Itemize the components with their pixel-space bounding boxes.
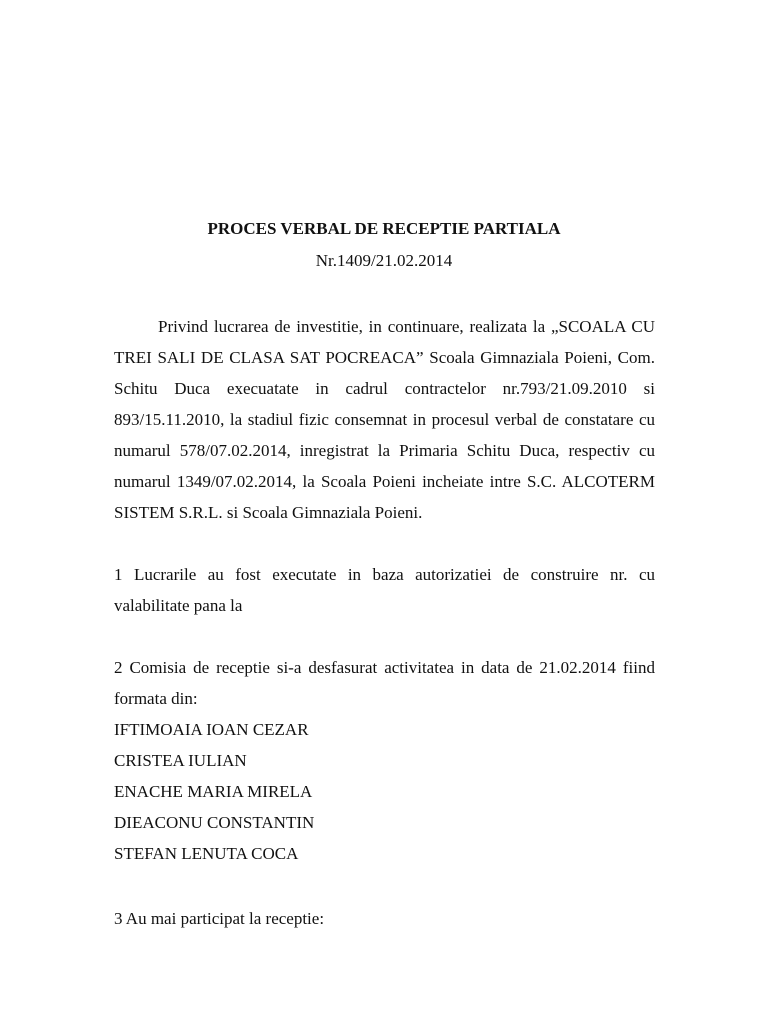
- committee-members-list: [114, 714, 314, 869]
- document-number: Nr.1409/21.02.2014: [315, 251, 453, 270]
- document-title: PROCES VERBAL DE RECEPTIE PARTIALA: [207, 219, 561, 238]
- committee-member: STEFAN LENUTA COCA: [114, 844, 299, 863]
- committee-member: IFTIMOAIA IOAN CEZAR: [114, 720, 309, 739]
- section-1-paragraph: 1 Lucrarile au fost executate in baza autorizatiei de construire nr. cu valabilitate pana la: [114, 565, 655, 615]
- committee-member: DIEACONU CONSTANTIN: [114, 813, 315, 832]
- section-3-heading: 3 Au mai participat la receptie:: [114, 909, 325, 928]
- intro-paragraph: Privind lucrarea de investitie, in continuare, realizata la „SCOALA CU TREI SALI DE CLASA SAT POCREACA” Scoala Gimnaziala Poieni, Com. Schitu Duca execuatate in cadrul contractelor nr.793/21.09.2010 si 893/15.11.2010, la stadiul fizic consemnat in procesul verbal de constatare cu numarul 578/07.02.2014, inregistrat la Primaria Schitu Duca, respectiv cu numarul 1349/07.02.2014, la Scoala Poieni incheiate intre S.C. ALCOTERM SISTEM S.R.L. si Scoala Gimnaziala Poieni.: [114, 317, 655, 522]
- section-2-paragraph: 2 Comisia de receptie si-a desfasurat activitatea in data de 21.02.2014 fiind formata din:: [114, 658, 655, 708]
- committee-member: CRISTEA IULIAN: [114, 751, 247, 770]
- committee-member: ENACHE MARIA MIRELA: [114, 782, 313, 801]
